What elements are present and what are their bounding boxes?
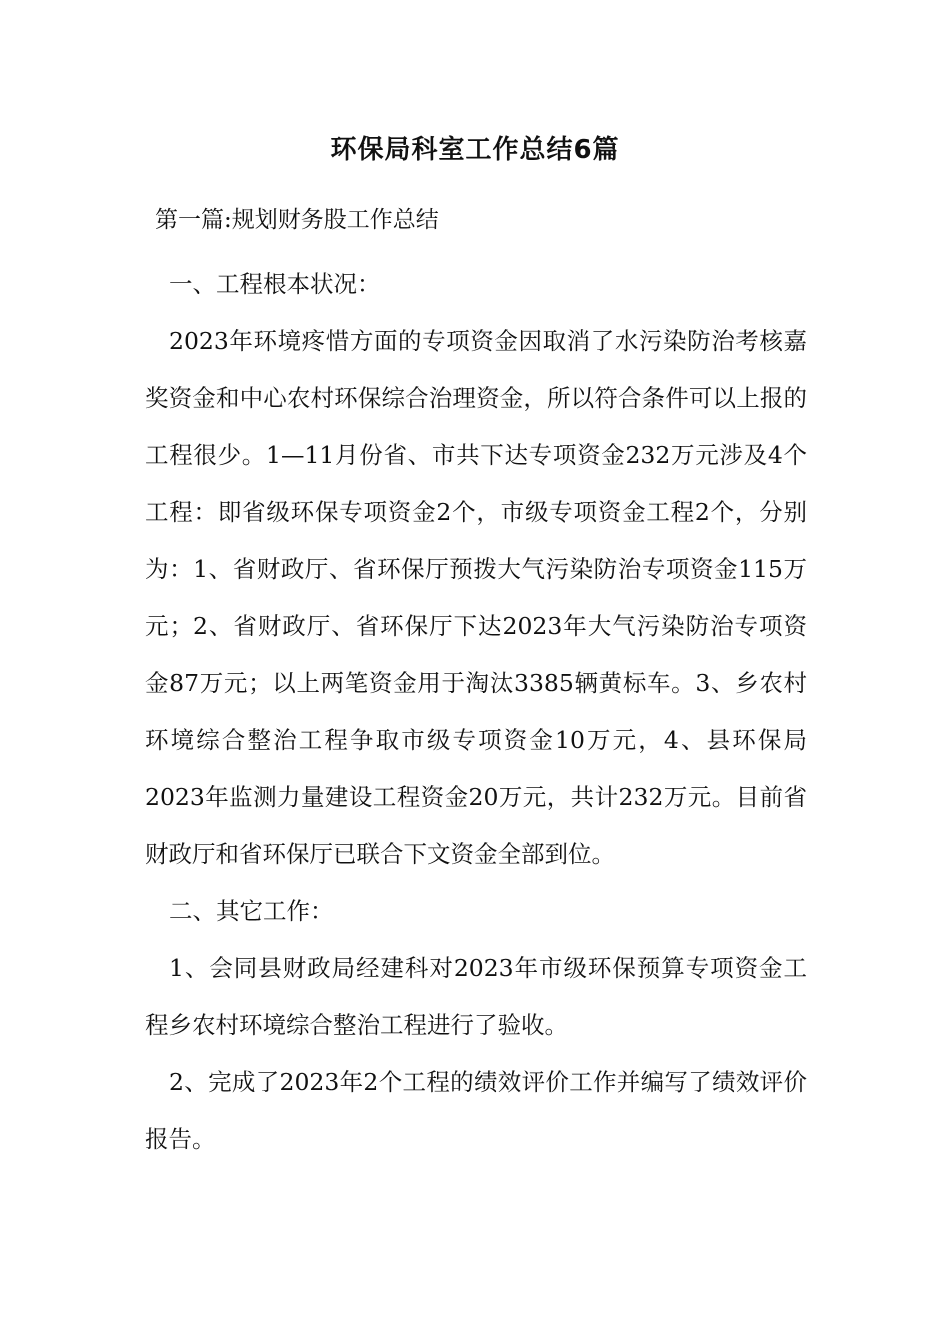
section-heading-2: 二、其它工作： [169, 897, 334, 925]
paragraph-2: 1、会同县财政局经建科对2023年市级环保预算专项资金工程乡农村环境综合整治工程进行了验收。 [145, 954, 807, 1039]
document-body [145, 256, 807, 1168]
paragraph-1: 2023年环境疼惜方面的专项资金因取消了水污染防治考核嘉奖资金和中心农村环保综合治理资金，所以符合条件可以上报的工程很少。1—11月份省、市共下达专项资金232万元涉及4个工程：即省级环保专项资金2个，市级专项资金工程2个，分别为：1、省财政厅、省环保厅预拨大气污染防治专项资金115万元；2、省财政厅、省环保厅下达2023年大气污染防治专项资金87万元；以上两笔资金用于淘汰3385辆黄标车。3、乡农村环境综合整治工程争取市级专项资金10万元，4、县环保局2023年监测力量建设工程资金20万元，共计232万元。目前省财政厅和省环保厅已联合下文资金全部到位。 [145, 327, 807, 868]
document-subtitle: 第一篇:规划财务股工作总结 [155, 207, 439, 233]
section-heading-1: 一、工程根本状况： [169, 270, 381, 298]
document-title: 环保局科室工作总结6篇 [330, 135, 620, 165]
paragraph-3: 2、完成了2023年2个工程的绩效评价工作并编写了绩效评价报告。 [145, 1068, 807, 1153]
